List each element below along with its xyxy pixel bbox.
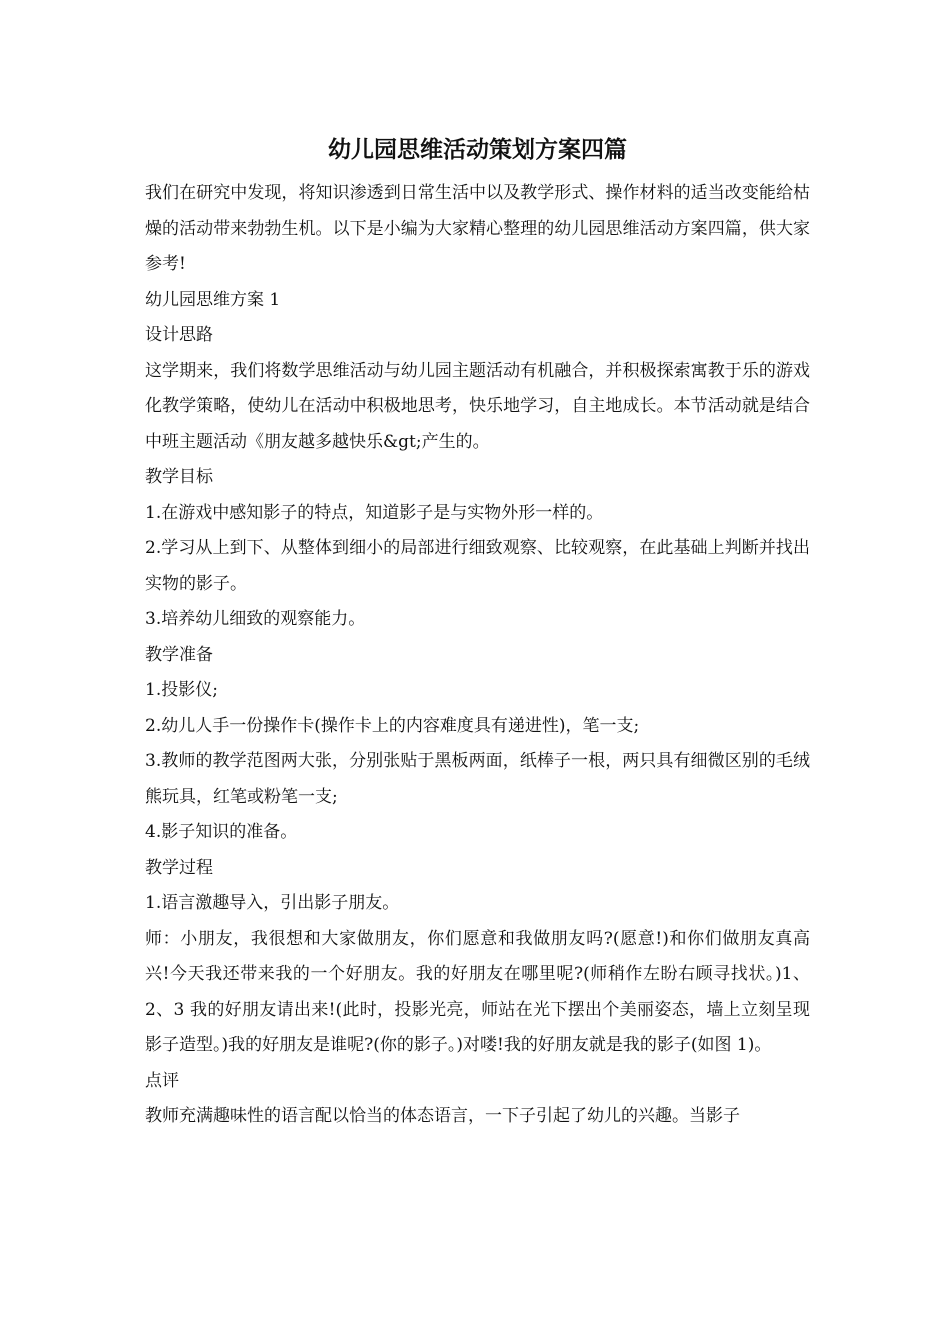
document-page (145, 130, 810, 1135)
paragraph-intro: 我们在研究中发现，将知识渗透到日常生活中以及教学形式、操作材料的适当改变能给枯燥的活动带来勃勃生机。以下是小编为大家精心整理的幼儿园思维活动方案四篇，供大家参考! (145, 183, 810, 274)
prep-item-1: 1.投影仪; (145, 680, 218, 700)
subheading-teaching-process: 教学过程 (145, 857, 213, 878)
paragraph-comment: 教师充满趣味性的语言配以恰当的体态语言，一下子引起了幼儿的兴趣。当影子 (145, 1106, 740, 1126)
paragraph-teacher-dialogue: 师：小朋友，我很想和大家做朋友，你们愿意和我做朋友吗?(愿意!)和你们做朋友真高兴!今天我还带来我的一个好朋友。我的好朋友在哪里呢?(师稍作左盼右顾寻找状。)1、2、3 我的好朋友请出来!(此时，投影光亮，师站在光下摆出个美丽姿态，墙上立刻呈现影子造型。)我的好朋友是谁呢?(你的影子。)对喽!我的好朋友就是我的影子(如图 1)。 (145, 928, 810, 1055)
process-item-1: 1.语言激趣导入，引出影子朋友。 (145, 893, 400, 913)
goal-item-3: 3.培养幼儿细致的观察能力。 (145, 609, 366, 629)
subheading-teaching-goals: 教学目标 (145, 467, 213, 487)
document-title: 幼儿园思维活动策划方案四篇 (328, 136, 627, 163)
subheading-design-idea: 设计思路 (145, 325, 213, 345)
section-heading-plan-1: 幼儿园思维方案 1 (145, 289, 281, 310)
prep-item-3: 3.教师的教学范图两大张，分别张贴于黑板两面，纸棒子一根，两只具有细微区别的毛绒熊玩具，红笔或粉笔一支; (145, 751, 810, 807)
subheading-comment: 点评 (145, 1070, 179, 1091)
prep-item-4: 4.影子知识的准备。 (145, 822, 298, 842)
prep-item-2: 2.幼儿人手一份操作卡(操作卡上的内容难度具有递进性)，笔一支; (145, 715, 640, 736)
subheading-teaching-prep: 教学准备 (145, 644, 213, 665)
goal-item-1: 1.在游戏中感知影子的特点，知道影子是与实物外形一样的。 (145, 502, 604, 523)
goal-item-2: 2.学习从上到下、从整体到细小的局部进行细致观察、比较观察，在此基础上判断并找出实物的影子。 (145, 538, 810, 594)
paragraph-design-idea: 这学期来，我们将数学思维活动与幼儿园主题活动有机融合，并积极探索寓教于乐的游戏化教学策略，使幼儿在活动中积极地思考，快乐地学习，自主地成长。本节活动就是结合中班主题活动《朋友越多越快乐&gt;产生的。 (145, 360, 810, 452)
